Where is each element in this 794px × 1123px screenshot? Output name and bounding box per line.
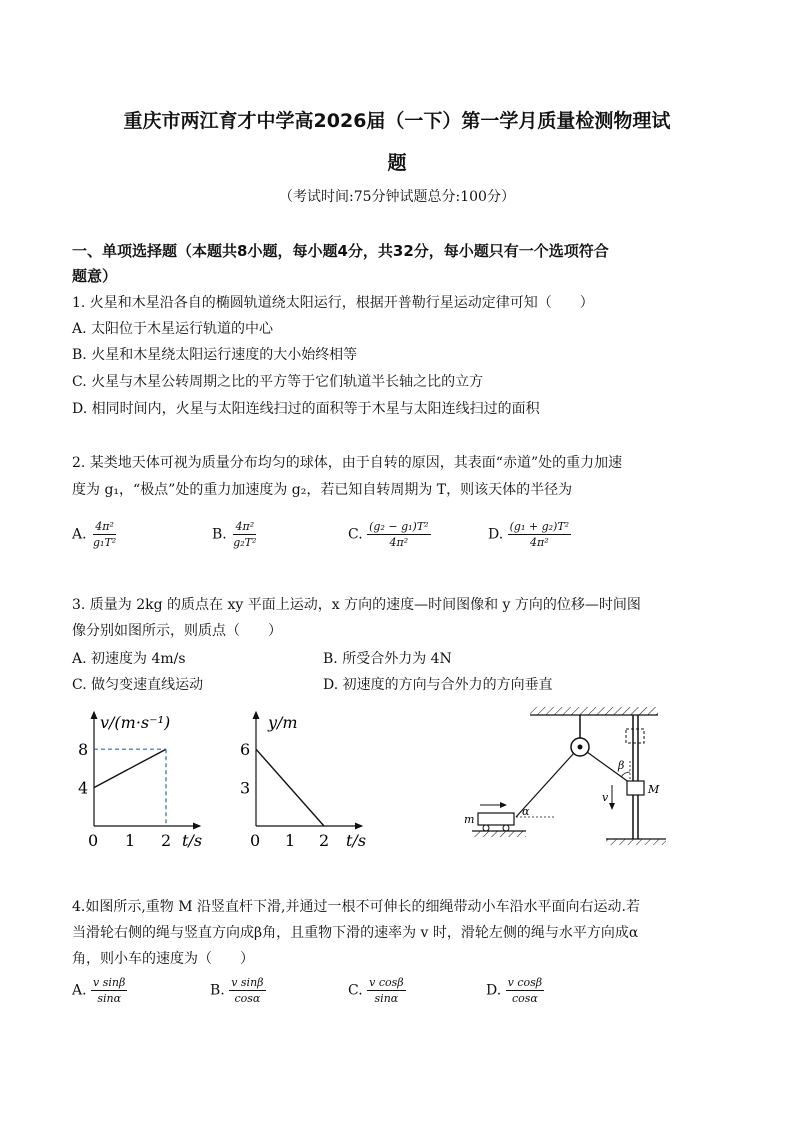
q1-option-b: B. 火星和木星绕太阳运行速度的大小始终相等	[72, 347, 358, 363]
label-alpha: α	[522, 805, 530, 818]
q3-option-d: D. 初速度的方向与合外力的方向垂直	[323, 677, 553, 693]
v-graph-y-label: v/(m·s⁻¹)	[100, 713, 171, 732]
label-beta: β	[618, 759, 625, 772]
section-heading-line2: 题意）	[72, 267, 118, 285]
q1-option-d: D. 相同时间内，火星与太阳连线扫过的面积等于木星与太阳连线扫过的面积	[72, 401, 540, 417]
q3-stem-line2: 像分别如图所示，则质点（ ）	[72, 623, 282, 639]
beta-arc	[621, 772, 630, 777]
q4-option-c-denominator: sinα	[374, 992, 399, 1005]
q2-option-b-numerator: 4π²	[235, 520, 255, 533]
q3-option-c: C. 做匀变速直线运动	[72, 677, 204, 693]
cart-wheel-left	[483, 825, 489, 831]
q2-option-c-fraction	[367, 520, 430, 549]
label-m: m	[464, 813, 475, 826]
q2-option-b-fraction	[231, 520, 258, 549]
floor-left-hatch	[472, 831, 526, 837]
q2-option-d	[488, 520, 571, 549]
section-heading-line1: 一、单项选择题（本题共8小题，每小题4分，共32分，每小题只有一个选项符合	[72, 242, 609, 260]
q4-stem-line2: 当滑轮右侧的绳与竖直方向成β角，且重物下滑的速率为 v 时，滑轮左侧的绳与水平方向成α	[72, 925, 639, 941]
q2-stem-line1: 2. 某类地天体可视为质量分布均匀的球体，由于自转的原因，其表面“赤道”处的重力加速	[72, 455, 623, 471]
q2-option-b-label: B.	[212, 526, 227, 543]
q4-option-b-fraction	[229, 976, 265, 1005]
q4-option-b-label: B.	[210, 982, 225, 999]
v-graph-x-tick-1: 1	[125, 831, 136, 850]
y-graph-x-tick-2: 2	[319, 831, 330, 850]
block-M	[627, 781, 644, 795]
label-M: M	[648, 783, 660, 796]
q4-option-a-fraction	[91, 976, 127, 1005]
y-graph-origin: 0	[250, 831, 261, 850]
floor-right-hatch	[606, 839, 666, 845]
q2-option-a-denominator: g₁T²	[93, 536, 117, 549]
q4-option-a-denominator: sinα	[97, 992, 122, 1005]
q2-option-d-label: D.	[488, 526, 504, 543]
label-v: v	[602, 791, 609, 804]
g2-data-line	[256, 749, 324, 826]
y-graph-x-label: t/s	[346, 831, 367, 850]
cart-wheel-right	[503, 825, 509, 831]
q4-option-c-fraction	[367, 976, 406, 1005]
pulley-diagram	[462, 705, 670, 847]
g1-data-line	[94, 749, 166, 787]
y-graph-y-tick-3: 3	[240, 778, 251, 798]
q2-option-a-label: A.	[72, 526, 87, 543]
q2-option-c-label: C.	[348, 526, 363, 543]
ceiling-hatch	[530, 707, 658, 715]
q4-option-c-label: C.	[348, 982, 363, 999]
q3-stem-line1: 3. 质量为 2kg 的质点在 xy 平面上运动，x 方向的速度—时间图像和 y 方向的位移—时间图	[72, 597, 641, 613]
previous-position-box	[626, 729, 644, 743]
q1-stem: 1. 火星和木星沿各自的椭圆轨道绕太阳运行，根据开普勒行星运动定律可知（ ）	[72, 295, 594, 311]
exam-title-line1: 重庆市两江育才中学高2026届（一下）第一学月质量检测物理试	[123, 110, 671, 132]
q1-option-c: C. 火星与木星公转周期之比的平方等于它们轨道半长轴之比的立方	[72, 374, 484, 390]
q1-option-a: A. 太阳位于木星运行轨道的中心	[72, 321, 274, 337]
q4-option-a-label: A.	[72, 982, 87, 999]
velocity-time-graph	[72, 700, 222, 860]
q2-option-c-numerator: (g₂ − g₁)T²	[369, 520, 429, 533]
q2-option-b	[212, 520, 258, 549]
v-graph-y-tick-4: 4	[78, 778, 89, 798]
v-graph-origin: 0	[88, 831, 99, 850]
q3-option-b: B. 所受合外力为 4N	[323, 651, 452, 667]
q2-option-a-fraction	[91, 520, 118, 549]
q4-option-a	[72, 976, 127, 1005]
exam-title-line2: 题	[387, 152, 407, 174]
q4-option-b-denominator: cosα	[234, 992, 261, 1005]
q4-option-a-numerator: v sinβ	[93, 976, 126, 989]
q4-option-d-label: D.	[486, 982, 502, 999]
q3-option-a: A. 初速度为 4m/s	[72, 651, 186, 667]
q2-option-b-denominator: g₂T²	[233, 536, 257, 549]
v-graph-y-tick-8: 8	[78, 740, 89, 760]
cart-body	[478, 813, 514, 825]
y-graph-x-tick-1: 1	[285, 831, 296, 850]
y-graph-y-label: y/m	[268, 713, 298, 732]
q2-option-a	[72, 520, 118, 549]
q2-stem-line2: 度为 g₁，“极点”处的重力加速度为 g₂，若已知自转周期为 T，则该天体的半径为	[72, 482, 573, 498]
q4-option-c	[348, 976, 406, 1005]
v-graph-x-label: t/s	[182, 831, 203, 850]
q4-stem-line3: 角，则小车的速度为（ ）	[72, 951, 254, 967]
displacement-time-graph	[236, 700, 381, 860]
pulley-axle	[578, 745, 583, 750]
q4-option-d	[486, 976, 544, 1005]
q2-option-c-denominator: 4π²	[389, 536, 409, 549]
q4-option-d-denominator: cosα	[511, 992, 538, 1005]
y-graph-y-tick-6: 6	[240, 740, 251, 760]
q4-option-b	[210, 976, 266, 1005]
q4-option-c-numerator: v cosβ	[369, 976, 404, 989]
q2-option-d-numerator: (g₁ + g₂)T²	[509, 520, 570, 533]
q2-option-d-denominator: 4π²	[530, 536, 549, 549]
q4-option-d-fraction	[506, 976, 545, 1005]
exam-info: （考试时间:75分钟试题总分:100分）	[279, 189, 515, 205]
q2-option-c	[348, 520, 431, 549]
q2-option-a-numerator: 4π²	[95, 520, 114, 533]
q4-option-b-numerator: v sinβ	[231, 976, 264, 989]
q4-stem-line1: 4.如图所示,重物 M 沿竖直杆下滑,并通过一根不可伸长的细绳带动小车沿水平面向右运动.若	[72, 899, 640, 915]
q2-option-d-fraction	[508, 520, 571, 549]
v-graph-x-tick-2: 2	[161, 831, 172, 850]
q4-option-d-numerator: v cosβ	[507, 976, 543, 989]
